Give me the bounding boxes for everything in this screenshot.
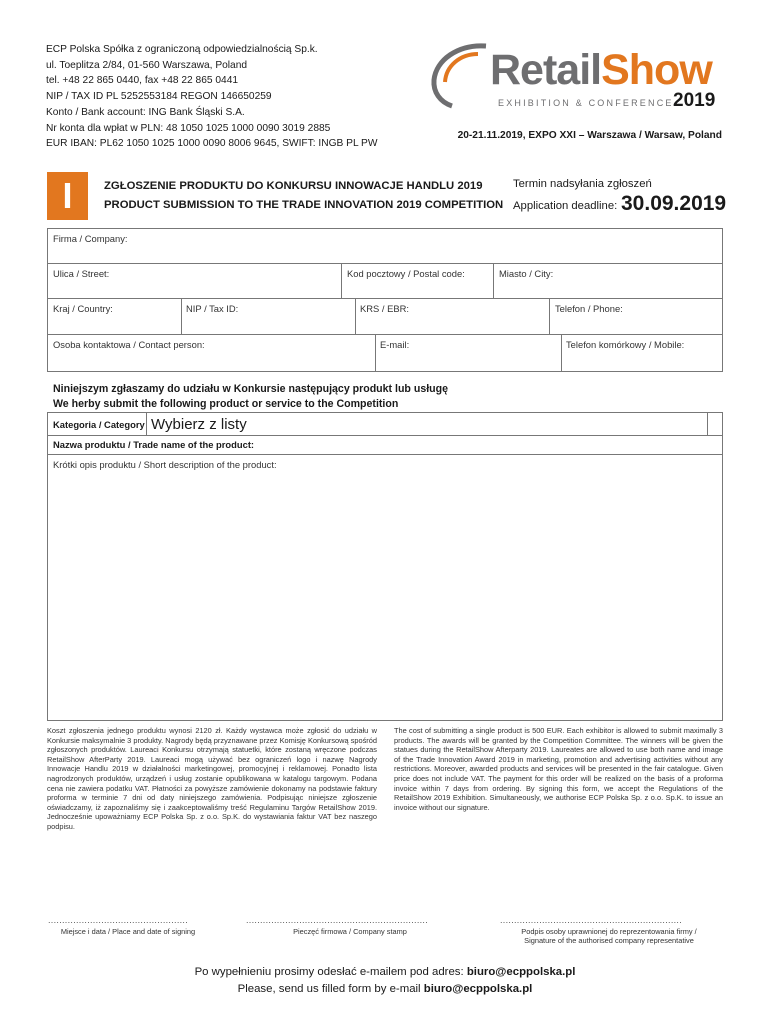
logo-wordmark: RetailShow <box>490 46 712 94</box>
footer-email-link[interactable]: biuro@ecppolska.pl <box>466 966 576 978</box>
event-info: 20-21.11.2019, EXPO XXI – Warszawa / Warsaw, Poland <box>457 130 722 141</box>
representative-label <box>500 927 718 946</box>
company-line: Konto / Bank account: ING Bank Śląski S.A. <box>46 106 245 118</box>
stamp-dots: ................................................................. <box>246 915 429 925</box>
retailshow-logo <box>428 40 724 112</box>
footer-pl <box>0 966 770 978</box>
product-name-field[interactable]: Nazwa produktu / Trade name of the product: <box>53 439 255 450</box>
mobile-field[interactable]: Telefon komórkowy / Mobile: <box>566 339 685 350</box>
terms-en: The cost of submitting a single product is 500 EUR. Each exhibitor is allowed to submit maximally 3 products. The awards will be granted by the Competition Committee. The winners will be given the statues during the RetailShow Afterparty 2019. Laureates are allowed to use both name and image of the Trade Innovation Award 2019 in marketing, promotion and advertising activities without any restrictions. Moreover, awarded products and services will be presented in the fair catalogue. Given price does not include VAT. The payment for this order will be realized on the basis of a proforma invoice within 7 days from ordering. By signing this form, we accept the Regulations of the RetailShow 2019 Exhibition. Simultaneously, we authorise ECP Polska Sp. z o.o. Sp.K. to issue an invoice without our signature. <box>394 726 723 812</box>
submission-line-en: We herby submit the following product or service to the Competition <box>53 398 399 410</box>
logo-year: 2019 <box>673 90 716 111</box>
company-line: tel. +48 22 865 0440, fax +48 22 865 0441 <box>46 75 239 87</box>
product-description-field[interactable]: Krótki opis produktu / Short description of the product: <box>53 459 277 470</box>
company-line: EUR IBAN: PL62 1050 1025 1000 0090 8006 9645, SWIFT: INGB PL PW <box>46 138 378 150</box>
company-line: ECP Polska Spółka z ograniczoną odpowiedzialnością Sp.k. <box>46 44 318 55</box>
company-line: Nr konta dla wpłat w PLN: 48 1050 1025 1000 0090 3019 2885 <box>46 122 331 134</box>
deadline-label-pl: Termin nadsyłania zgłoszeń <box>513 178 652 190</box>
stamp-label: Pieczęć firmowa / Company stamp <box>293 927 407 936</box>
email-field[interactable]: E-mail: <box>380 339 410 350</box>
representative-label-en: Signature of the authorised company representative <box>524 936 694 946</box>
footer-en <box>0 983 770 995</box>
sign-place-dots: .................................................. <box>48 915 189 925</box>
footer-email-link-en[interactable]: biuro@ecppolska.pl <box>423 983 533 995</box>
country-field[interactable]: Kraj / Country: <box>53 303 113 314</box>
deadline-date: 30.09.2019 <box>621 192 727 215</box>
city-field[interactable]: Miasto / City: <box>499 268 554 279</box>
deadline-label-en: Application deadline: <box>513 200 618 212</box>
company-info <box>46 42 377 152</box>
representative-label-pl: Podpis osoby uprawnionej do reprezentowania firmy / <box>521 927 697 936</box>
footer-pl-text: Po wypełnieniu prosimy odesłać e-mailem pod adres: <box>194 966 467 978</box>
terms-pl: Koszt zgłoszenia jednego produktu wynosi 2120 zł. Każdy wystawca może zgłosić do udziału w Konkursie maksymalnie 3 produkty. Nagrody będą przyznawane przez Komisję Konkursową spośród zgłoszonych produktów. Laureaci Konkursu otrzymają statuetki, które zostaną wręczone podczas RetailShow AfterParty 2019. Laureaci mogą używać bez ograniczeń logo i nazwę Nagrody Innowacje Handlu 2019 w działalności marketingowej, promocyjnej i reklamowej. Ponadto lista nagrodzonych produktów, urządzeń i usług zostanie opublikowana w katalogu targowym. Podana cena nie zawiera podatku VAT. Płatności za powyższe zamówienie dokonamy na podstawie faktury proforma w terminie 7 dni od daty niniejszego zamówienia. Podpisując niniejsze zgłoszenie oświadczamy, iż zapoznaliśmy się i zaakceptowaliśmy treść Regulaminu Targów RetailShow 2019. Jednocześnie upoważniamy ECP Polska Sp. z o.o. Sp.K. do wystawiania faktur VAT bez naszego podpisu. <box>47 726 377 831</box>
category-label: Kategoria / Category <box>53 419 145 430</box>
company-field[interactable]: Firma / Company: <box>53 233 128 244</box>
signature-dots: ................................................................. <box>500 915 683 925</box>
contact-person-field[interactable]: Osoba kontaktowa / Contact person: <box>53 339 205 350</box>
street-field[interactable]: Ulica / Street: <box>53 268 110 279</box>
phone-field[interactable]: Telefon / Phone: <box>555 303 623 314</box>
section-number: I <box>62 175 73 216</box>
place-date-label: Miejsce i data / Place and date of signing <box>60 927 196 936</box>
footer-en-text: Please, send us filled form by e-mail <box>237 983 424 995</box>
company-line: NIP / TAX ID PL 5252553184 REGON 146650259 <box>46 91 272 103</box>
krs-field[interactable]: KRS / EBR: <box>360 303 409 314</box>
company-line: ul. Toeplitza 2/84, 01-560 Warszawa, Poland <box>46 59 248 71</box>
section-title-en: PRODUCT SUBMISSION TO THE TRADE INNOVATION 2019 COMPETITION <box>104 199 504 211</box>
tax-id-field[interactable]: NIP / Tax ID: <box>186 303 239 314</box>
logo-subtitle: EXHIBITION & CONFERENCE <box>498 98 674 108</box>
section-title-pl: ZGŁOSZENIE PRODUKTU DO KONKURSU INNOWACJE HANDLU 2019 <box>104 180 483 192</box>
category-select[interactable]: Wybierz z listy <box>151 416 247 433</box>
postal-code-field[interactable]: Kod pocztowy / Postal code: <box>347 268 465 279</box>
submission-line-pl: Niniejszym zgłaszamy do udziału w Konkursie następujący produkt lub usługę <box>53 383 448 395</box>
